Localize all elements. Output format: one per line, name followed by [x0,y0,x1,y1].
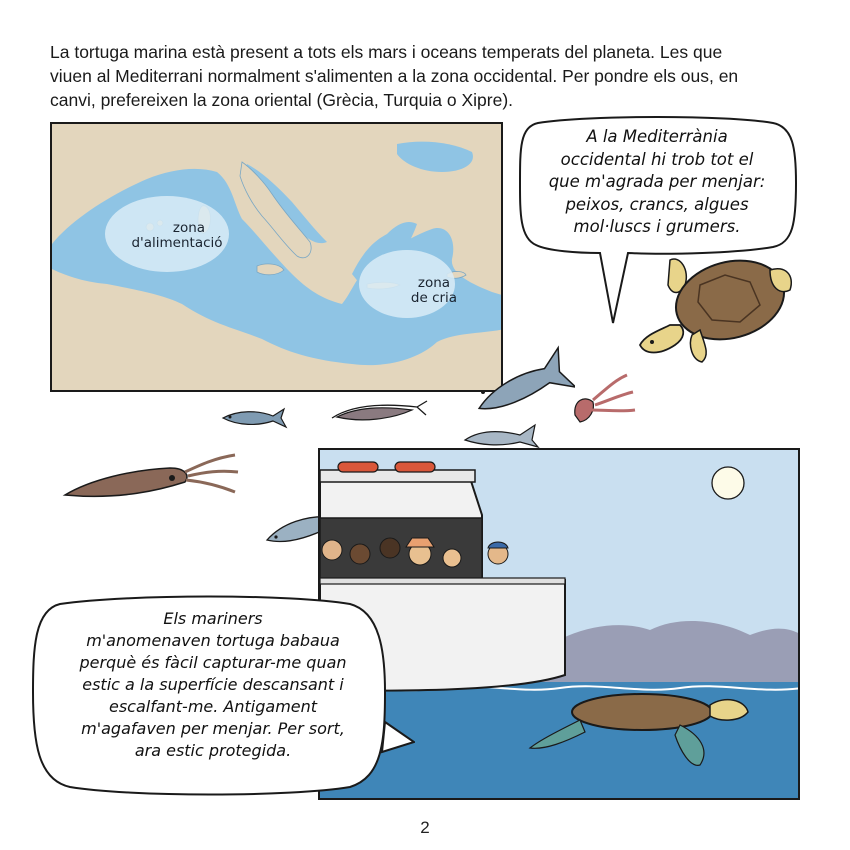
bubble-top-line-4: peixos, crancs, algues [565,194,749,214]
bubble-top-line-1: A la Mediterrània [586,127,728,146]
bubble-top-text [528,126,786,239]
bubble-bottom-text [48,608,378,762]
breeding-zone-label: zona de cria [410,275,458,306]
bubble-top-line-5: mol·luscs i grumers. [573,217,741,236]
page-number: 2 [420,818,430,837]
mediterranean-map-panel [50,122,503,392]
bubble-top-line-3: que m'agrada per menjar: [548,172,766,191]
bubble-bottom-line-6: m'agafaven per menjar. Per sort, [81,719,345,738]
intro-paragraph [50,40,810,112]
bubble-top-line-2: occidental hi trob tot el [560,149,754,169]
mediterranean-map [52,124,503,392]
swimming-turtle-illustration [630,250,810,370]
shrimp-illustration [322,393,432,433]
intro-line-3: canvi, prefereixen la zona oriental (Grècia, Turquia o Xipre). [50,90,514,110]
bubble-bottom-line-7: ara estic protegida. [134,741,292,760]
boat-cabin [320,518,482,580]
squid-illustration [60,450,240,510]
bubble-bottom-line-1: Els mariners [163,609,263,628]
life-raft [395,462,435,472]
jellyfish-illustration [565,370,640,445]
bubble-bottom-line-4: estic a la superfície descansant i [82,675,344,694]
fish-illustration [455,340,575,415]
life-raft [338,462,378,472]
flat-fish-illustration [460,415,540,450]
intro-line-2: viuen al Mediterrani normalment s'alimenten a la zona occidental. Per pondre els ous, en [50,66,739,86]
bubble-bottom-line-3: perquè és fàcil capturar-me quan [79,653,347,672]
bubble-bottom-line-5: escalfant-me. Antigament [108,697,318,716]
sea-turtle-shell [572,694,712,730]
feeding-zone-label: zona d'alimentació [131,220,223,251]
small-fish-illustration [218,405,288,430]
sun-icon [712,467,744,499]
bubble-bottom-line-2: m'anomenaven tortuga babaua [86,631,340,650]
intro-line-1: La tortuga marina està present a tots els mars i oceans temperats del planeta. Les que [50,42,723,62]
